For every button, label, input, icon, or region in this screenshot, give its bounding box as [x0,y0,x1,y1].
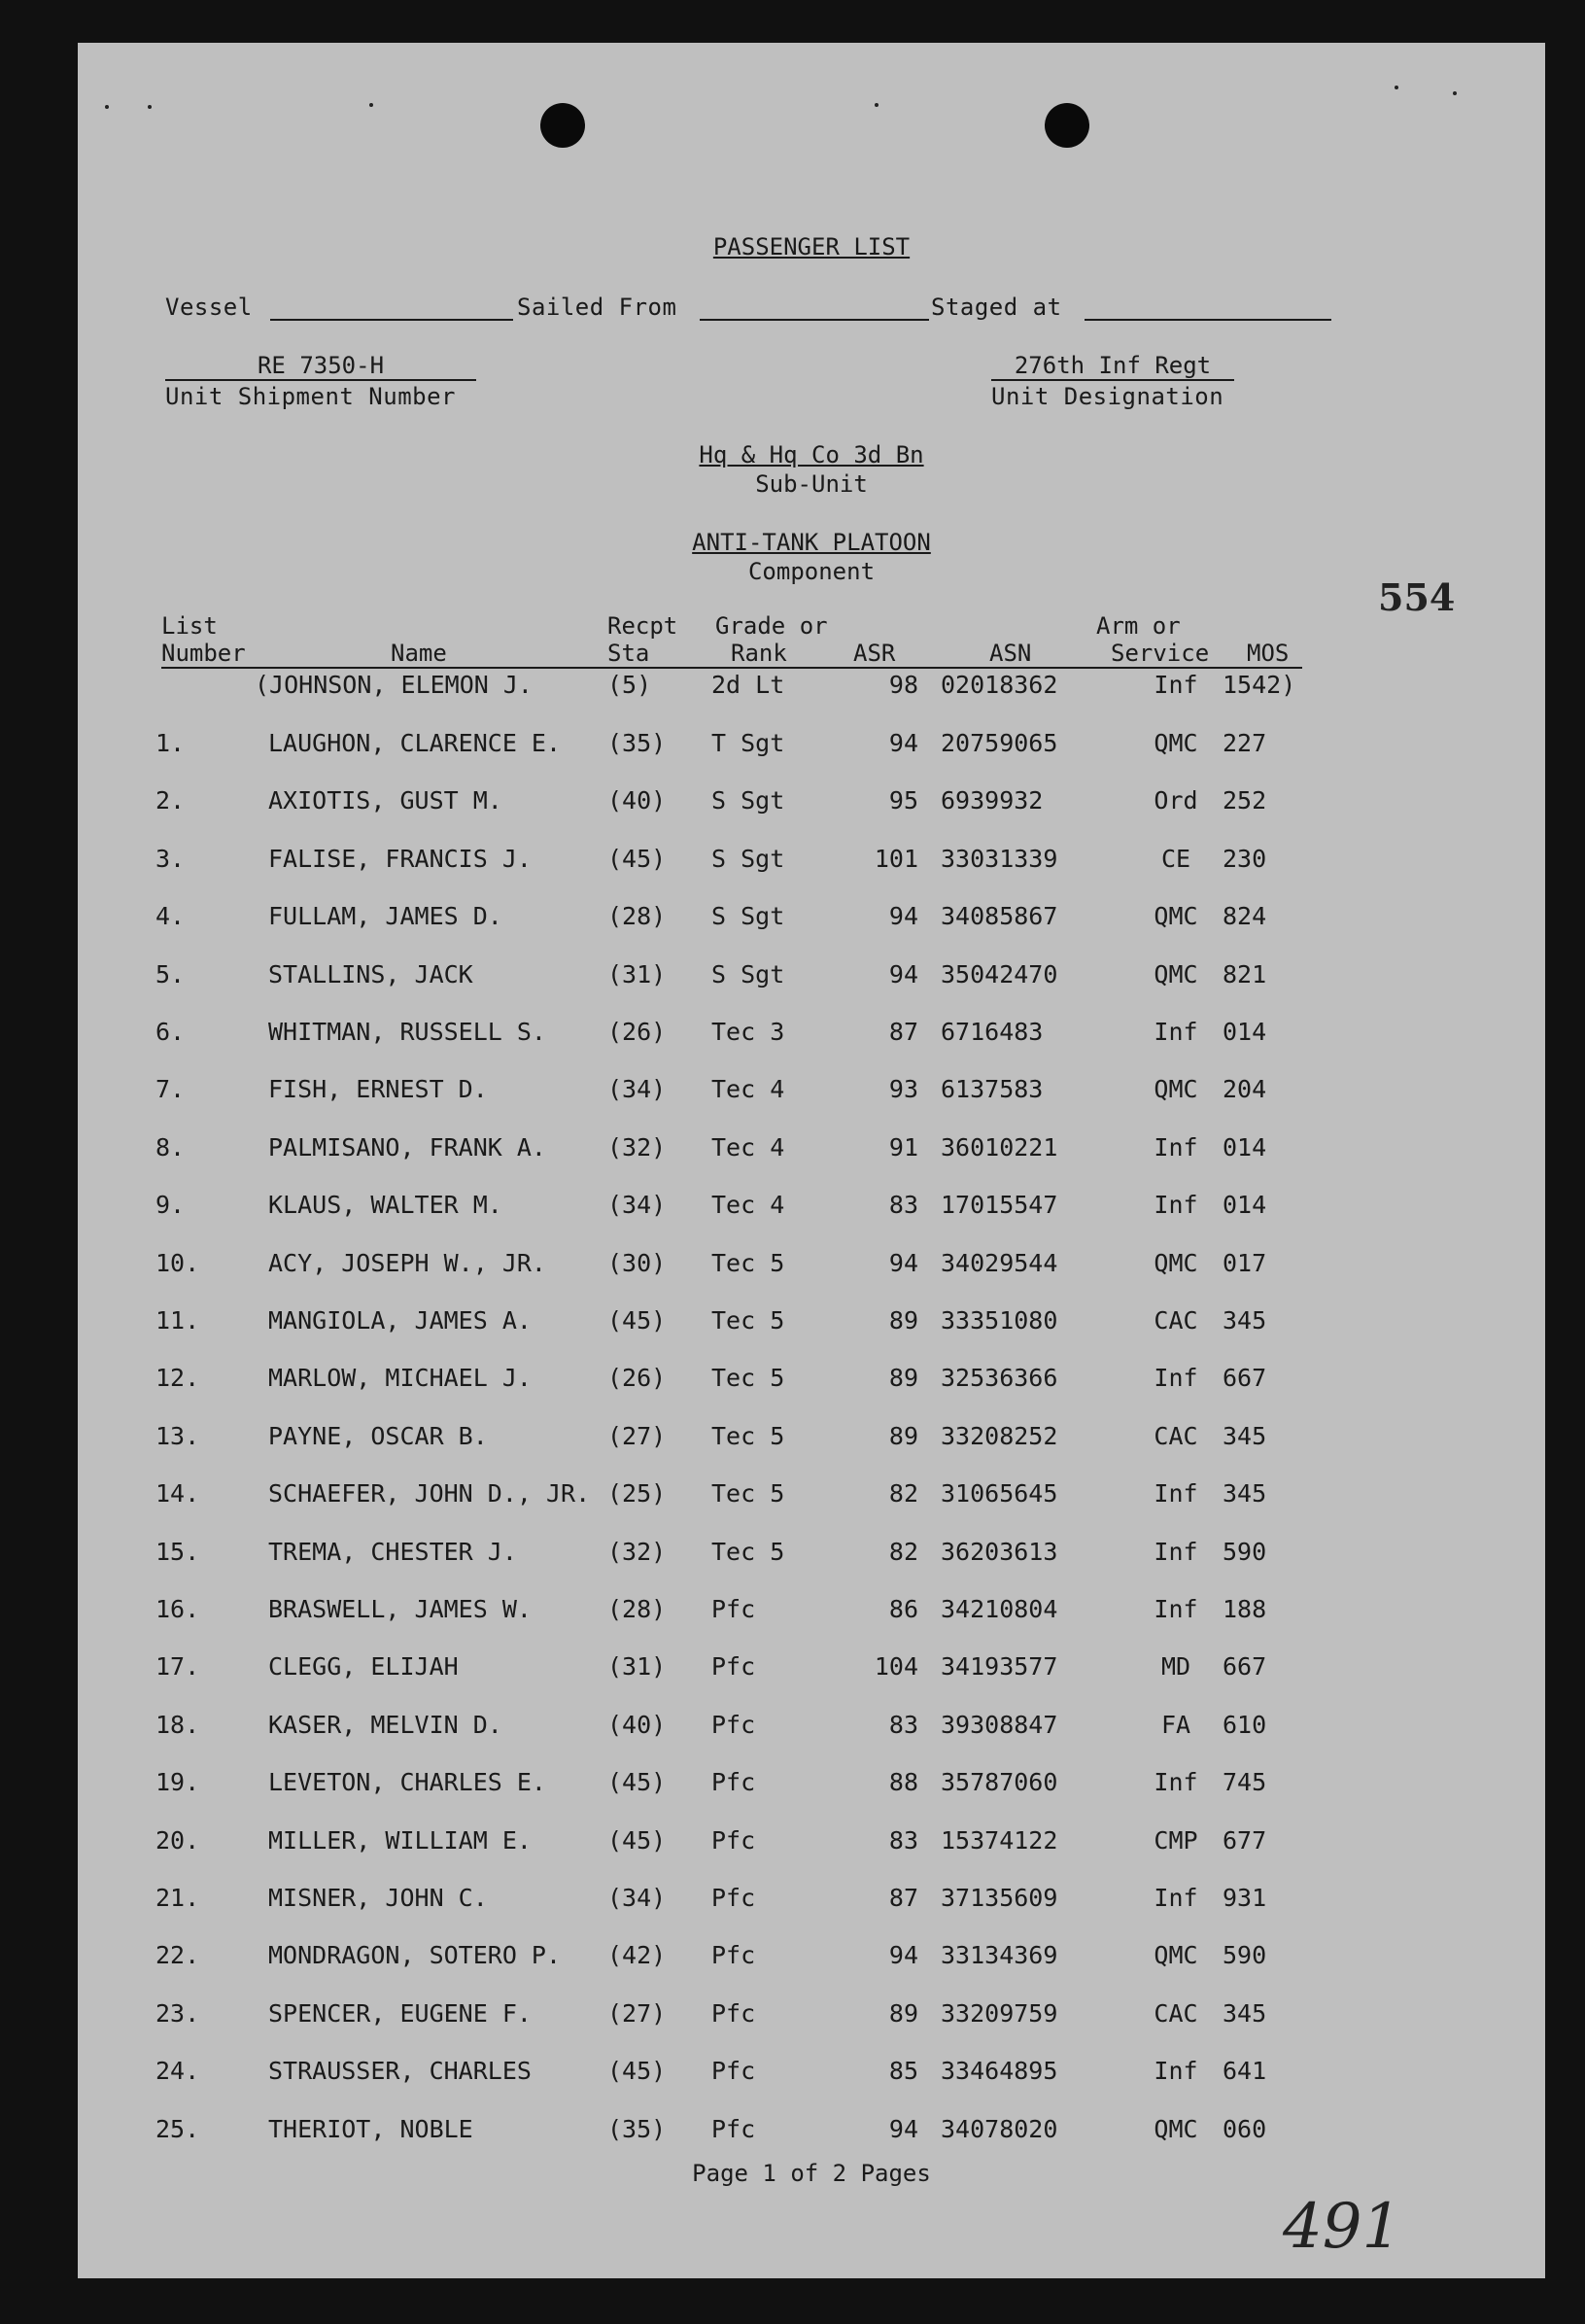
row-list-number: 11. [155,1306,200,1335]
row-list-number: 17. [155,1652,200,1681]
row-asr: 83 [888,1711,918,1739]
row-list-number: 5. [155,960,186,989]
row-asr: 83 [888,1826,918,1855]
table-row [78,1538,1545,1577]
row-asn: 37135609 [941,1884,1058,1912]
page-footer: Page 1 of 2 Pages [692,2160,931,2187]
row-name: CLEGG, ELIJAH [268,1652,459,1681]
header-rule [161,667,1302,669]
row-asr: 104 [874,1652,918,1681]
row-name: SPENCER, EUGENE F. [268,1999,532,2028]
row-asn: 39308847 [941,1711,1058,1739]
row-mos: 590 [1223,1538,1267,1566]
row-recpt-sta: (45) [607,1768,667,1796]
table-row [78,1941,1545,1980]
col-list-number-line1: List [161,612,218,640]
table-row [78,1422,1545,1461]
row-name: KLAUS, WALTER M. [268,1191,502,1219]
row-recpt-sta: (45) [607,2057,667,2085]
row-asn: 33031339 [941,845,1058,873]
row-list-number: 25. [155,2115,200,2143]
row-grade: Tec 5 [711,1249,785,1277]
row-asr: 82 [888,1538,918,1566]
row-asn: 36203613 [941,1538,1058,1566]
row-recpt-sta: (32) [607,1538,667,1566]
row-recpt-sta: (34) [607,1191,667,1219]
row-arm-service: FA [1160,1711,1191,1739]
row-asn: 34085867 [941,902,1058,930]
row-asn: 15374122 [941,1826,1058,1855]
row-mos: 824 [1223,902,1267,930]
component-label: Component [747,558,876,585]
officer-asn: 02018362 [941,671,1058,699]
row-name: MANGIOLA, JAMES A. [268,1306,532,1335]
col-recpt-line1: Recpt [607,612,678,640]
row-name: STRAUSSER, CHARLES [268,2057,532,2085]
row-asr: 94 [888,960,918,989]
row-asr: 91 [888,1133,918,1162]
col-arm-line1: Arm or [1096,612,1181,640]
stamp-number: 554 [1378,575,1456,619]
row-arm-service: QMC [1154,2115,1198,2143]
sailed-from-blank [700,319,929,321]
row-list-number: 15. [155,1538,200,1566]
col-list-number-line2: Number [161,640,246,667]
row-grade: Tec 5 [711,1306,785,1335]
row-asn: 33208252 [941,1422,1058,1450]
table-row [78,960,1545,999]
row-asn: 35787060 [941,1768,1058,1796]
row-recpt-sta: (40) [607,786,667,815]
row-recpt-sta: (45) [607,1826,667,1855]
row-recpt-sta: (31) [607,960,667,989]
row-recpt-sta: (26) [607,1018,667,1046]
row-list-number: 9. [155,1191,186,1219]
handwritten-number: 491 [1283,2191,1402,2263]
row-recpt-sta: (28) [607,1595,667,1623]
row-list-number: 20. [155,1826,200,1855]
row-asn: 34193577 [941,1652,1058,1681]
col-grade-line2: Rank [731,640,787,667]
row-arm-service: Inf [1154,1018,1198,1046]
row-asn: 33209759 [941,1999,1058,2028]
row-arm-service: QMC [1154,1249,1198,1277]
row-grade: S Sgt [711,902,785,930]
row-grade: Pfc [711,1941,756,1969]
table-row [78,1652,1545,1691]
table-row [78,729,1545,768]
row-list-number: 19. [155,1768,200,1796]
row-grade: Tec 4 [711,1133,785,1162]
row-list-number: 12. [155,1364,200,1392]
row-list-number: 2. [155,786,186,815]
row-grade: Pfc [711,1884,756,1912]
row-name: FISH, ERNEST D. [268,1075,488,1103]
row-name: LEVETON, CHARLES E. [268,1768,546,1796]
table-row [78,786,1545,825]
sub-unit: Hq & Hq Co 3d Bn [699,441,924,468]
row-name: MARLOW, MICHAEL J. [268,1364,532,1392]
row-mos: 014 [1223,1018,1267,1046]
row-mos: 227 [1223,729,1267,757]
row-mos: 014 [1223,1191,1267,1219]
row-asn: 33351080 [941,1306,1058,1335]
sub-unit-label: Sub-Unit [755,470,868,498]
row-asn: 17015547 [941,1191,1058,1219]
row-arm-service: Inf [1154,1479,1198,1508]
vessel-blank [270,319,513,321]
row-name: BRASWELL, JAMES W. [268,1595,532,1623]
officer-name: (JOHNSON, ELEMON J. [255,671,533,699]
table-row [78,1768,1545,1807]
row-recpt-sta: (26) [607,1364,667,1392]
row-grade: T Sgt [711,729,785,757]
row-mos: 931 [1223,1884,1267,1912]
row-asn: 34029544 [941,1249,1058,1277]
table-row [78,2115,1545,2154]
row-mos: 610 [1223,1711,1267,1739]
row-asr: 88 [888,1768,918,1796]
row-arm-service: Inf [1154,1884,1198,1912]
row-recpt-sta: (34) [607,1884,667,1912]
row-arm-service: QMC [1154,1941,1198,1969]
unit-designation-label: Unit Designation [991,383,1224,410]
row-arm-service: Inf [1154,1538,1198,1566]
table-row [78,1479,1545,1518]
row-recpt-sta: (31) [607,1652,667,1681]
row-list-number: 13. [155,1422,200,1450]
row-list-number: 10. [155,1249,200,1277]
row-list-number: 24. [155,2057,200,2085]
row-recpt-sta: (45) [607,845,667,873]
col-mos: MOS [1247,640,1290,667]
row-grade: Pfc [711,1999,756,2028]
row-arm-service: Inf [1154,1364,1198,1392]
row-arm-service: CMP [1154,1826,1198,1855]
row-mos: 230 [1223,845,1267,873]
row-asr: 87 [888,1884,918,1912]
component: ANTI-TANK PLATOON [692,529,931,556]
document-title: PASSENGER LIST [712,233,911,260]
row-name: FALISE, FRANCIS J. [268,845,532,873]
staged-at-label: Staged at [931,294,1062,321]
row-mos: 204 [1223,1075,1267,1103]
row-recpt-sta: (35) [607,729,667,757]
row-mos: 188 [1223,1595,1267,1623]
row-grade: Pfc [711,1768,756,1796]
row-recpt-sta: (35) [607,2115,667,2143]
table-row [78,1133,1545,1172]
row-list-number: 7. [155,1075,186,1103]
row-mos: 252 [1223,786,1267,815]
document-page [78,43,1545,2278]
row-asn: 32536366 [941,1364,1058,1392]
col-arm-line2: Service [1111,640,1210,667]
row-asn: 31065645 [941,1479,1058,1508]
row-grade: Pfc [711,1826,756,1855]
row-arm-service: QMC [1154,729,1198,757]
row-asr: 89 [888,1999,918,2028]
row-arm-service: MD [1160,1652,1191,1681]
row-asr: 85 [888,2057,918,2085]
col-asr: ASR [853,640,896,667]
unit-shipment-number: RE 7350-H [257,352,385,379]
row-asn: 34210804 [941,1595,1058,1623]
row-grade: Pfc [711,1595,756,1623]
row-name: TREMA, CHESTER J. [268,1538,517,1566]
row-name: WHITMAN, RUSSELL S. [268,1018,546,1046]
row-arm-service: Inf [1154,1133,1198,1162]
officer-row [78,671,1545,710]
row-grade: Tec 5 [711,1538,785,1566]
row-asr: 94 [888,902,918,930]
row-name: LAUGHON, CLARENCE E. [268,729,562,757]
table-row [78,2057,1545,2096]
row-recpt-sta: (32) [607,1133,667,1162]
officer-sta: (5) [607,671,652,699]
row-arm-service: CAC [1154,1306,1198,1335]
row-name: MONDRAGON, SOTERO P. [268,1941,562,1969]
officer-arm: Inf [1154,671,1198,699]
row-grade: Pfc [711,1711,756,1739]
col-asn: ASN [989,640,1032,667]
col-name: Name [391,640,447,667]
row-name: SCHAEFER, JOHN D., JR. [268,1479,591,1508]
row-list-number: 14. [155,1479,200,1508]
row-arm-service: Inf [1154,1191,1198,1219]
speck [1395,86,1398,89]
row-name: THERIOT, NOBLE [268,2115,473,2143]
row-mos: 677 [1223,1826,1267,1855]
row-name: MILLER, WILLIAM E. [268,1826,532,1855]
table-row [78,1999,1545,2038]
row-asr: 95 [888,786,918,815]
row-grade: S Sgt [711,845,785,873]
row-grade: Tec 5 [711,1364,785,1392]
unit-shipment-underline [165,379,476,381]
row-arm-service: CE [1160,845,1191,873]
row-recpt-sta: (27) [607,1999,667,2028]
row-list-number: 21. [155,1884,200,1912]
row-mos: 060 [1223,2115,1267,2143]
row-name: MISNER, JOHN C. [268,1884,488,1912]
officer-asr: 98 [888,671,918,699]
row-mos: 014 [1223,1133,1267,1162]
col-recpt-line2: Sta [607,640,650,667]
speck [875,103,879,107]
row-asr: 94 [888,1941,918,1969]
row-grade: Pfc [711,2057,756,2085]
row-recpt-sta: (40) [607,1711,667,1739]
row-grade: S Sgt [711,786,785,815]
staged-at-blank [1085,319,1331,321]
speck [1453,91,1457,95]
row-arm-service: CAC [1154,1422,1198,1450]
col-grade-line1: Grade or [715,612,828,640]
row-arm-service: QMC [1154,902,1198,930]
officer-grade: 2d Lt [711,671,785,699]
row-asr: 94 [888,1249,918,1277]
table-row [78,1075,1545,1114]
row-name: PALMISANO, FRANK A. [268,1133,546,1162]
row-arm-service: Inf [1154,1595,1198,1623]
table-row [78,1306,1545,1345]
row-asn: 33464895 [941,2057,1058,2085]
table-row [78,1884,1545,1923]
row-asr: 94 [888,2115,918,2143]
row-asr: 93 [888,1075,918,1103]
row-arm-service: Inf [1154,1768,1198,1796]
row-list-number: 16. [155,1595,200,1623]
row-grade: Tec 5 [711,1422,785,1450]
row-mos: 345 [1223,1479,1267,1508]
row-asr: 89 [888,1422,918,1450]
row-mos: 667 [1223,1652,1267,1681]
row-recpt-sta: (25) [607,1479,667,1508]
row-grade: Tec 4 [711,1191,785,1219]
punch-hole-left [540,103,585,148]
row-list-number: 3. [155,845,186,873]
row-recpt-sta: (34) [607,1075,667,1103]
row-list-number: 22. [155,1941,200,1969]
row-mos: 345 [1223,1999,1267,2028]
row-grade: Tec 4 [711,1075,785,1103]
table-row [78,902,1545,941]
row-mos: 345 [1223,1306,1267,1335]
speck [148,105,152,109]
sailed-from-label: Sailed From [517,294,677,321]
row-asr: 83 [888,1191,918,1219]
row-mos: 821 [1223,960,1267,989]
row-grade: Tec 5 [711,1479,785,1508]
row-mos: 017 [1223,1249,1267,1277]
row-list-number: 1. [155,729,186,757]
row-asr: 94 [888,729,918,757]
row-name: FULLAM, JAMES D. [268,902,502,930]
table-row [78,1826,1545,1865]
row-asr: 101 [874,845,918,873]
row-asr: 87 [888,1018,918,1046]
row-grade: Pfc [711,2115,756,2143]
table-row [78,1249,1545,1288]
row-recpt-sta: (30) [607,1249,667,1277]
unit-designation-underline [991,379,1234,381]
row-recpt-sta: (45) [607,1306,667,1335]
officer-mos: 1542) [1223,671,1296,699]
row-asr: 86 [888,1595,918,1623]
row-asn: 36010221 [941,1133,1058,1162]
punch-hole-right [1045,103,1089,148]
unit-shipment-number-label: Unit Shipment Number [165,383,456,410]
table-row [78,1711,1545,1750]
row-asn: 6137583 [941,1075,1044,1103]
row-name: STALLINS, JACK [268,960,473,989]
row-grade: Tec 3 [711,1018,785,1046]
table-row [78,1595,1545,1634]
row-asn: 20759065 [941,729,1058,757]
table-row [78,1191,1545,1230]
row-asn: 6716483 [941,1018,1044,1046]
row-arm-service: Inf [1154,2057,1198,2085]
row-list-number: 6. [155,1018,186,1046]
row-name: ACY, JOSEPH W., JR. [268,1249,546,1277]
table-row [78,845,1545,884]
speck [105,105,109,109]
row-name: AXIOTIS, GUST M. [268,786,502,815]
row-list-number: 23. [155,1999,200,2028]
row-list-number: 18. [155,1711,200,1739]
row-mos: 590 [1223,1941,1267,1969]
row-mos: 345 [1223,1422,1267,1450]
row-mos: 667 [1223,1364,1267,1392]
table-row [78,1364,1545,1403]
row-arm-service: CAC [1154,1999,1198,2028]
row-asr: 82 [888,1479,918,1508]
row-asn: 34078020 [941,2115,1058,2143]
row-arm-service: Ord [1154,786,1198,815]
row-grade: S Sgt [711,960,785,989]
row-arm-service: QMC [1154,1075,1198,1103]
row-grade: Pfc [711,1652,756,1681]
row-asn: 35042470 [941,960,1058,989]
row-name: PAYNE, OSCAR B. [268,1422,488,1450]
row-mos: 745 [1223,1768,1267,1796]
row-asn: 6939932 [941,786,1044,815]
row-recpt-sta: (42) [607,1941,667,1969]
vessel-label: Vessel [165,294,253,321]
row-list-number: 8. [155,1133,186,1162]
row-asn: 33134369 [941,1941,1058,1969]
row-asr: 89 [888,1364,918,1392]
row-name: KASER, MELVIN D. [268,1711,502,1739]
row-recpt-sta: (28) [607,902,667,930]
speck [369,103,373,107]
unit-designation: 276th Inf Regt [1014,352,1212,379]
row-mos: 641 [1223,2057,1267,2085]
row-list-number: 4. [155,902,186,930]
row-asr: 89 [888,1306,918,1335]
table-row [78,1018,1545,1057]
row-recpt-sta: (27) [607,1422,667,1450]
row-arm-service: QMC [1154,960,1198,989]
